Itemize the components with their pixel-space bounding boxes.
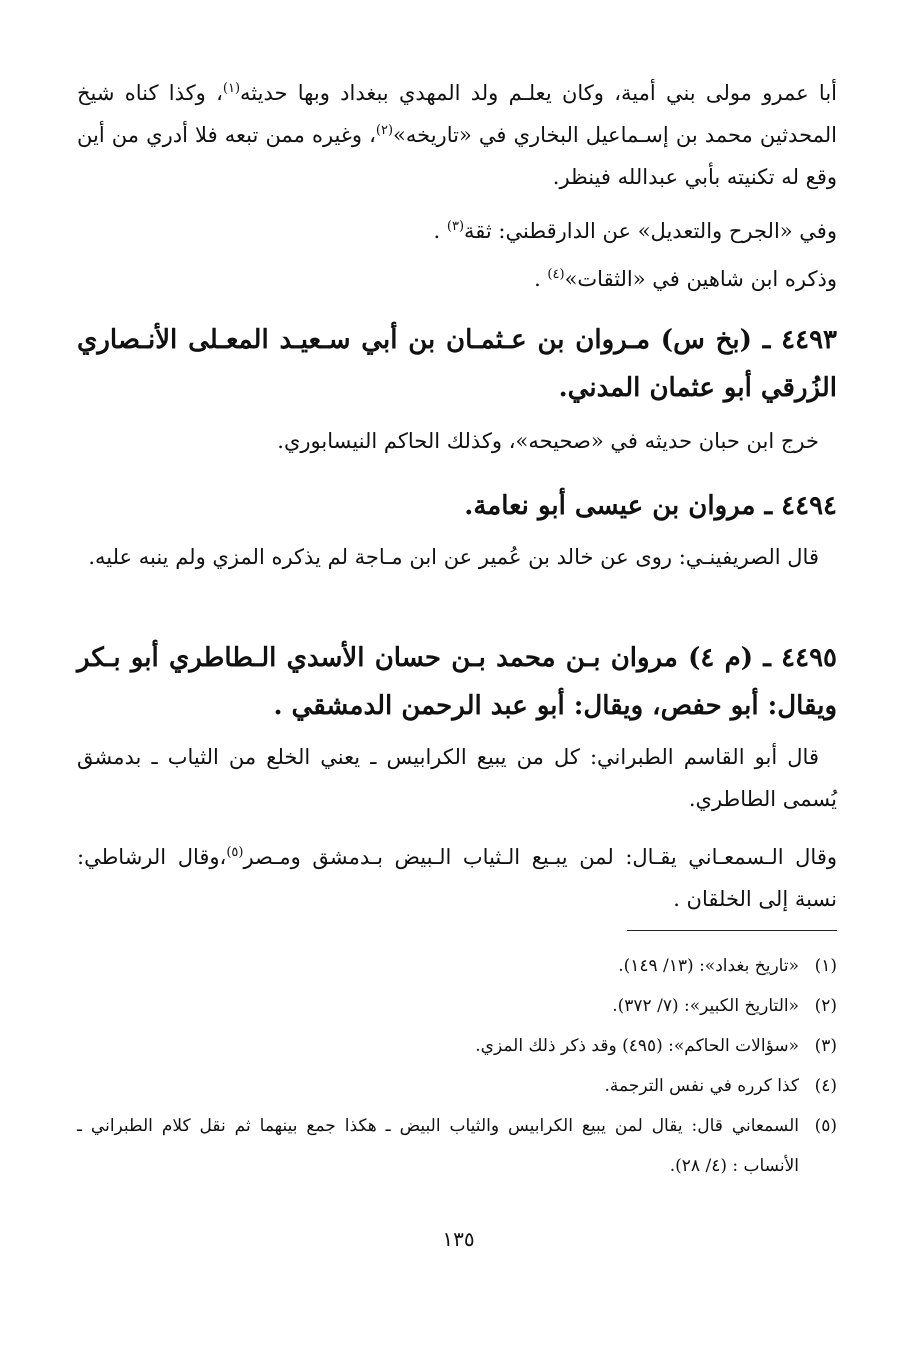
footnote-1 xyxy=(77,946,837,986)
paragraph-text: . xyxy=(433,219,447,243)
paragraph-kunya-note xyxy=(77,72,837,198)
entry-title-4495: ٤٤٩٥ ـ (م ٤) مروان بـن محمد بـن حسان الأسدي الـطاطري أبو بـكر ويقال: أبو حفص، ويقال: أبو عبد الرحمن الدمشقي . xyxy=(77,643,837,721)
footnote-text: السمعاني قال: يقال لمن يبيع الكرابيس والثياب البيض ـ هكذا جمع بينهما ثم نقل كلام الطبراني ـ الأنساب : (٤/ ٢٨). xyxy=(77,1116,799,1176)
entry-title-4493: ٤٤٩٣ ـ (بخ س) مـروان بن عـثمـان بن أبي سـعيـد المعـلى الأنـصاري الزُرقي أبو عثمان المدني. xyxy=(77,325,837,403)
entry-body-4493: خرج ابن حبان حديثه في «صحيحه»، وكذلك الحاكم النيسابوري. xyxy=(277,429,819,453)
footnotes xyxy=(77,946,837,1186)
footnote-ref-2[interactable]: (٢) xyxy=(375,123,394,138)
footnote-ref-5[interactable]: (٥) xyxy=(226,845,244,860)
entry-title-4494: ٤٤٩٤ ـ مروان بن عيسى أبو نعامة. xyxy=(464,491,837,521)
footnote-4 xyxy=(77,1066,837,1106)
footnote-text: «تاريخ بغداد»: (١٣/ ١٤٩). xyxy=(618,956,799,976)
footnote-number: (٤) xyxy=(814,1076,837,1096)
paragraph-thiqat xyxy=(77,258,837,300)
paragraph-text: وفي «الجرح والتعديل» عن الدارقطني: ثقة xyxy=(464,219,837,243)
footnote-ref-4[interactable]: (٤) xyxy=(547,267,565,282)
footnote-5 xyxy=(77,1106,837,1186)
paragraph-text: وذكره ابن شاهين في «الثقات» xyxy=(564,267,837,291)
entry-body-4495-samani xyxy=(77,836,837,920)
footnote-number: (٢) xyxy=(814,996,837,1016)
paragraph-text: وقال الـسمعـاني يقـال: لمن يبـيع الـثياب الـبيض بـدمشق ومـصر xyxy=(243,845,837,869)
entry-body-4495-tabarani: قال أبو القاسم الطبراني: كل من يبيع الكرابيس ـ يعني الخلع من الثياب ـ بدمشق يُسمى الطاطري. xyxy=(77,745,837,811)
footnote-ref-3[interactable]: (٣) xyxy=(446,219,465,234)
footnote-text: كذا كرره في نفس الترجمة. xyxy=(604,1076,799,1096)
footnote-3 xyxy=(77,1026,837,1066)
footnote-2 xyxy=(77,986,837,1026)
paragraph-jarh-tadil xyxy=(77,210,837,252)
paragraph-text: أبا عمرو مولى بني أمية، وكان يعلـم ولد المهدي ببغداد وبها حديثه xyxy=(240,81,837,105)
footnote-number: (١) xyxy=(814,956,837,976)
footnote-text: «التاريخ الكبير»: (٧/ ٣٧٢). xyxy=(612,996,799,1016)
footnote-number: (٣) xyxy=(814,1036,837,1056)
paragraph-text: . xyxy=(534,267,548,291)
footnote-number: (٥) xyxy=(814,1116,837,1136)
page-number: ١٣٥ xyxy=(442,1227,475,1251)
footnote-divider xyxy=(627,930,837,931)
paragraph-text: ، وغيره ممن تبعه فلا أدري من أين وقع له تكنيته بأبي عبدالله فينظر. xyxy=(77,123,837,189)
entry-body-4494: قال الصريفينـي: روى عن خالد بن عُمير عن ابن مـاجة لم يذكره المزي ولم ينبه عليه. xyxy=(88,545,819,569)
footnote-text: «سؤالات الحاكم»: (٤٩٥) وقد ذكر ذلك المزي. xyxy=(475,1036,799,1056)
paragraph-text: ، وكذا كناه شيخ المحدثين محمد بن إسـماعيل البخاري في «تاريخه» xyxy=(77,81,838,147)
paragraph-text: ،وقال الرشاطي: نسبة إلى الخلقان . xyxy=(77,845,837,911)
footnote-ref-1[interactable]: (١) xyxy=(222,81,241,96)
